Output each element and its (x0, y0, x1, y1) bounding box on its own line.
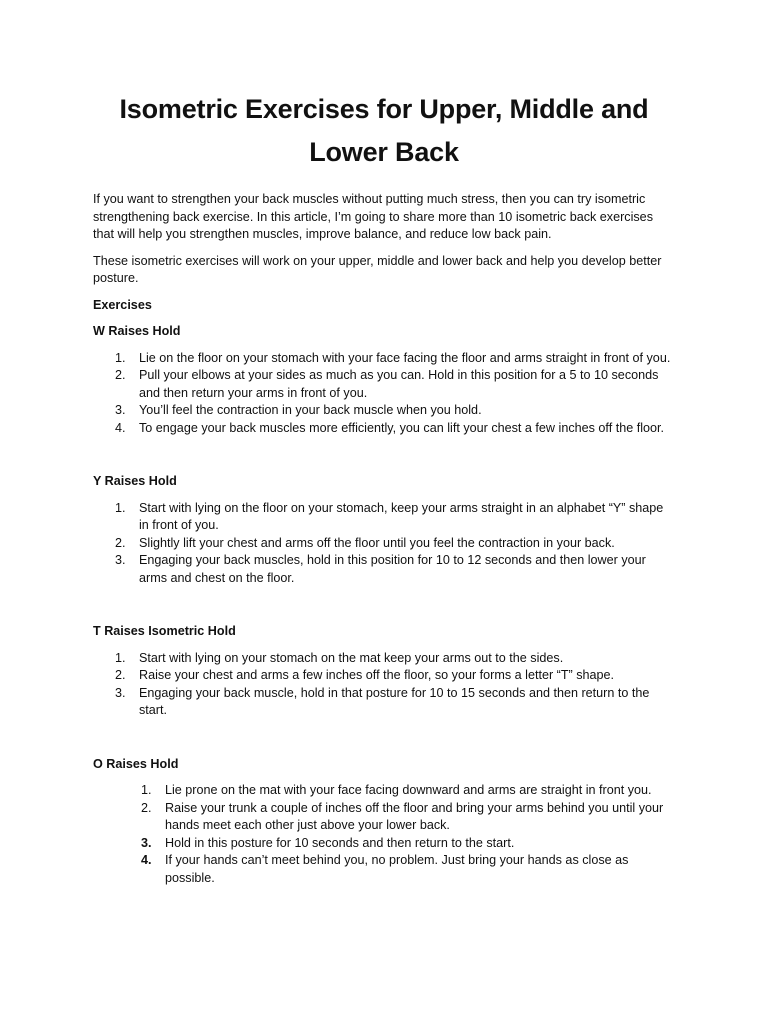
list-number: 2. (115, 535, 126, 550)
exercises-heading: Exercises (93, 297, 152, 312)
exercise-steps-o (93, 782, 675, 887)
list-item-text: Start with lying on the floor on your stomach, keep your arms straight in an alphabet “Y” shape in front of you. (139, 500, 664, 532)
list-item-text: You’ll feel the contraction in your back muscle when you hold. (139, 403, 482, 417)
list-item (93, 552, 675, 587)
exercise-steps-t (93, 650, 675, 720)
exercise-steps-w (93, 350, 675, 438)
list-item (93, 685, 675, 720)
list-number: 3. (115, 685, 126, 700)
list-item (93, 852, 675, 887)
list-item (93, 800, 675, 835)
list-item-text: Start with lying on your stomach on the mat keep your arms out to the sides. (139, 650, 564, 665)
document-title: Isometric Exercises for Upper, Middle and Lower Back (119, 94, 649, 167)
list-number: 1. (115, 650, 126, 665)
list-item-text: Engaging your back muscles, hold in this position for 10 to 12 seconds and then lower your arms and chest on the floor. (139, 553, 646, 585)
list-item (93, 782, 675, 800)
list-item-text: Lie prone on the mat with your face facing downward and arms are straight in front you. (165, 783, 652, 797)
list-item-text: Raise your chest and arms a few inches off the floor, so your forms a letter “T” shape. (139, 668, 615, 682)
spacer (93, 437, 675, 473)
list-number: 1. (141, 783, 152, 797)
list-item (93, 402, 675, 420)
list-number: 2. (115, 368, 126, 382)
list-number: 4. (141, 853, 152, 867)
intro-paragraph-1: If you want to strengthen your back muscles without putting much stress, then you can try isometric strengthening back exercise. In this article, I’m going to share more than 10 isometric back exercises that will help you strengthen muscles, improve balance, and reduce low back pain. (93, 192, 653, 241)
intro-paragraph-2: These isometric exercises will work on your upper, middle and lower back and help you develop better posture. (93, 253, 662, 285)
exercise-steps-y (93, 500, 675, 588)
list-number: 1. (115, 500, 126, 515)
list-number: 1. (115, 350, 126, 365)
list-item-text: Slightly lift your chest and arms off the floor until you feel the contraction in your back. (139, 535, 615, 550)
list-item-text: If your hands can’t meet behind you, no problem. Just bring your hands as close as possible. (165, 853, 629, 885)
spacer (93, 720, 675, 756)
list-number: 3. (115, 403, 126, 417)
list-item (93, 835, 675, 853)
list-item (93, 535, 675, 553)
list-number: 2. (115, 668, 126, 682)
list-number: 2. (141, 800, 152, 815)
list-number: 3. (115, 553, 126, 567)
list-item (93, 350, 675, 368)
exercise-heading-t: T Raises Isometric Hold (93, 624, 236, 638)
list-number: 4. (115, 420, 126, 435)
list-item-text: To engage your back muscles more efficiently, you can lift your chest a few inches off the floor. (139, 420, 665, 435)
spacer (93, 587, 675, 623)
list-item (93, 667, 675, 685)
list-item-text: Raise your trunk a couple of inches off the floor and bring your arms behind you until your hands meet each other just above your lower back. (165, 800, 664, 832)
list-item (93, 650, 675, 668)
list-item (93, 420, 675, 438)
list-item-text: Engaging your back muscle, hold in that posture for 10 to 15 seconds and then return to the start. (139, 685, 650, 717)
list-item-text: Hold in this posture for 10 seconds and then return to the start. (165, 835, 515, 850)
list-item (93, 367, 675, 402)
list-item-text: Lie on the floor on your stomach with your face facing the floor and arms straight in front of you. (139, 350, 671, 365)
list-item (93, 500, 675, 535)
exercise-heading-w: W Raises Hold (93, 324, 181, 338)
list-number: 3. (141, 835, 152, 850)
list-item-text: Pull your elbows at your sides as much as you can. Hold in this position for a 5 to 10 seconds and then return your arms in front of you. (139, 368, 659, 400)
exercise-heading-y: Y Raises Hold (93, 474, 177, 488)
exercise-heading-o: O Raises Hold (93, 756, 179, 771)
